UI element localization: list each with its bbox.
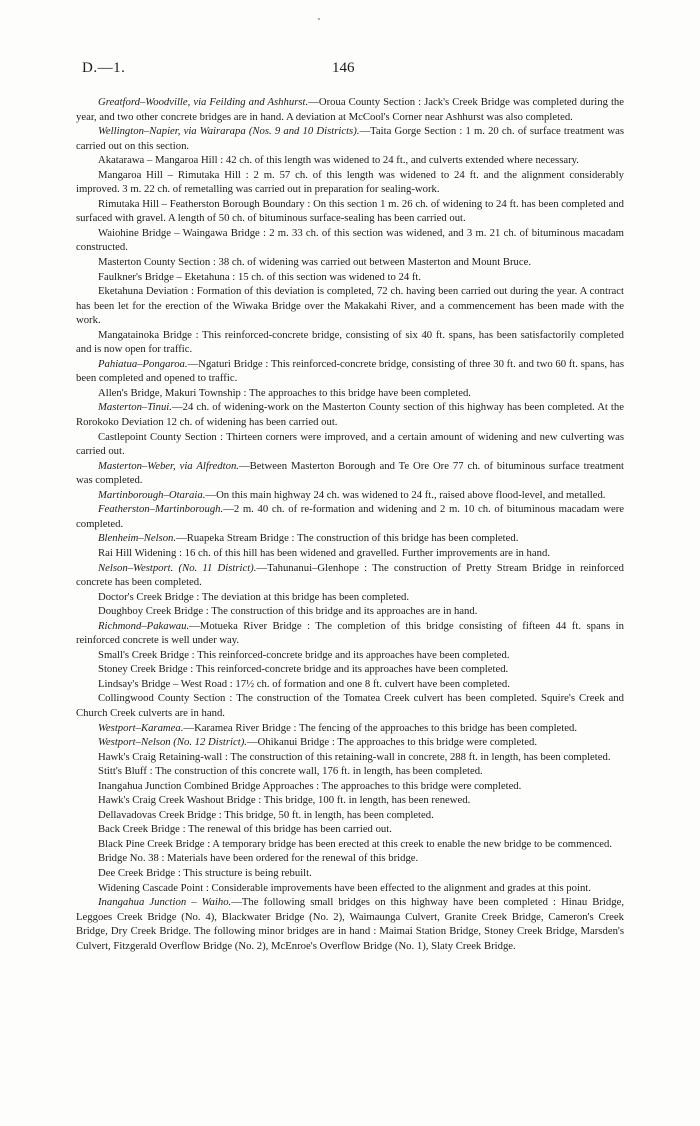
paragraph (76, 866, 624, 881)
paragraph (76, 168, 624, 197)
paragraph-text: —Taita Gorge Section : 1 m. 20 ch. of surface treatment was carried out on this section. (76, 125, 625, 152)
paragraph-text: Stitt's Bluff : The construction of this concrete wall, 176 ft. in length, has been completed. (98, 765, 483, 778)
paragraph (76, 531, 624, 546)
paragraph (76, 662, 624, 677)
paragraph (76, 546, 624, 561)
paragraph (76, 735, 624, 750)
paragraph-text: —Ohikanui Bridge : The approaches to this bridge were completed. (246, 736, 538, 749)
paragraph (76, 255, 624, 270)
paragraph (76, 750, 624, 765)
paragraph-text: —Motueka River Bridge : The completion of this bridge consisting of fifteen 44 ft. spans in reinforced concrete is well under way. (76, 619, 624, 647)
paragraph-text: Eketahuna Deviation : Formation of this deviation is completed, 72 ch. having been carried out during the year. A contract has been let for the erection of the Wiwaka Bridge over the Makakahi River, and a commencement has been made with the work. (76, 285, 624, 327)
paragraph (76, 95, 624, 124)
paragraph-heading: Westport–Karamea. (98, 721, 184, 734)
document-body (76, 95, 624, 953)
paragraph-text: Doctor's Creek Bridge : The deviation at this bridge has been completed. (98, 590, 409, 603)
paragraph-text: Black Pine Creek Bridge : A temporary bridge has been erected at this creek to enable the new bridge to be commenced. (98, 837, 613, 850)
paragraph (76, 561, 624, 590)
paragraph-heading: Nelson–Westport. (No. 11 District). (98, 561, 257, 574)
paragraph (76, 648, 624, 663)
paragraph-text: Faulkner's Bridge – Eketahuna : 15 ch. of this section was widened to 24 ft. (98, 270, 422, 283)
page-header (82, 60, 622, 80)
paragraph-text: —Karamea River Bridge : The fencing of the approaches to this bridge has been completed. (183, 721, 578, 734)
paragraph-text: —Ruapeka Stream Bridge : The construction of this bridge has been completed. (176, 532, 519, 545)
paragraph-text: —On this main highway 24 ch. was widened to 24 ft., raised above flood-level, and metalled. (205, 488, 606, 501)
paragraph-text: Mangatainoka Bridge : This reinforced-concrete bridge, consisting of six 40 ft. spans, has been satisfactorily completed and is now open for traffic. (76, 328, 624, 356)
paragraph-text: Rimutaka Hill – Featherston Borough Boundary : On this section 1 m. 26 ch. of widening to 24 ft. has been completed and surfaced with gravel. A length of 50 ch. of bituminous surface-sealing has been carried out. (76, 197, 624, 225)
paragraph (76, 430, 624, 459)
paragraph-text: Lindsay's Bridge – West Road : 17½ ch. of formation and one 8 ft. culvert have been completed. (98, 677, 510, 690)
paragraph-heading: Featherston–Martinborough. (98, 503, 224, 516)
paragraph-text: Allen's Bridge, Makuri Township : The approaches to this bridge have been completed. (98, 386, 471, 399)
paragraph (76, 197, 624, 226)
paragraph (76, 604, 624, 619)
paragraph-text: Stoney Creek Bridge : This reinforced-concrete bridge and its approaches have been completed. (98, 663, 509, 676)
paragraph-text: —Between Masterton Borough and Te Ore Ore 77 ch. of bituminous surface treatment was completed. (76, 459, 625, 487)
paragraph-heading: Masterton–Tinui. (98, 401, 172, 414)
paragraph (76, 153, 624, 168)
paragraph (76, 386, 624, 401)
paragraph-heading: Martinborough–Otaraia. (98, 488, 206, 501)
paragraph-text: Doughboy Creek Bridge : The construction of this bridge and its approaches are in hand. (98, 605, 478, 618)
paragraph (76, 124, 624, 153)
paragraph-text: Rai Hill Widening : 16 ch. of this hill has been widened and gravelled. Further improvements are in hand. (98, 546, 551, 559)
paragraph-text: Bridge No. 38 : Materials have been ordered for the renewal of this bridge. (98, 852, 419, 865)
paragraph (76, 226, 624, 255)
paragraph (76, 764, 624, 779)
paragraph-text: —Tahunanui–Glenhope : The construction of Pretty Stream Bridge in reinforced concrete has been completed. (76, 561, 624, 589)
paragraph-heading: Richmond–Pakawau. (98, 619, 190, 632)
paragraph-text: —Oroua County Section : Jack's Creek Bridge was completed during the year, and two other concrete bridges are in hand. A deviation at McCool's Corner near Ashhurst was also completed. (76, 96, 624, 123)
paragraph-text: Mangaroa Hill – Rimutaka Hill : 2 m. 57 ch. of this length was widened to 24 ft. and the alignment considerably improved. 3 m. 22 ch. of remetalling was carried out in preparation for sealing-work. (76, 168, 624, 196)
paragraph (76, 488, 624, 503)
paragraph (76, 270, 624, 285)
paragraph (76, 837, 624, 852)
paragraph (76, 328, 624, 357)
paragraph (76, 590, 624, 605)
page-number: 146 (332, 60, 355, 76)
paragraph-text: —24 ch. of widening-work on the Masterton County section of this highway has been completed. At the Rorokoko Deviation 12 ch. of widening has been carried out. (76, 401, 624, 429)
paragraph (76, 400, 624, 429)
paragraph-text: Masterton County Section : 38 ch. of widening was carried out between Masterton and Mount Bruce. (98, 256, 532, 269)
paper-speck (318, 18, 320, 20)
paragraph (76, 357, 624, 386)
paragraph (76, 779, 624, 794)
paragraph-heading: Blenheim–Nelson. (98, 532, 177, 545)
paragraph (76, 793, 624, 808)
paragraph-heading: Pahiatua–Pongaroa. (98, 357, 188, 370)
paragraph (76, 691, 624, 720)
paragraph-text: Small's Creek Bridge : This reinforced-concrete bridge and its approaches have been completed. (98, 648, 510, 661)
paragraph-text: Castlepoint County Section : Thirteen corners were improved, and a certain amount of widening and new culverting was carried out. (76, 430, 624, 458)
paragraph-heading: Masterton–Weber, via Alfredton. (98, 459, 239, 472)
paragraph-text: Akatarawa – Mangaroa Hill : 42 ch. of this length was widened to 24 ft., and culverts extended where necessary. (98, 154, 579, 167)
paragraph-heading: Inangahua Junction – Waiho. (98, 896, 232, 909)
paragraph (76, 619, 624, 648)
paragraph (76, 459, 624, 488)
paragraph (76, 822, 624, 837)
paragraph-heading: Wellington–Napier, via Wairarapa (Nos. 9 and 10 Districts). (98, 125, 360, 138)
paragraph-text: Hawk's Craig Retaining-wall : The construction of this retaining-wall in concrete, 288 ft. in length, has been completed. (98, 750, 611, 763)
paragraph-heading: Greatford–Woodville, via Feilding and Ashhurst. (98, 96, 309, 108)
paragraph-heading: Westport–Nelson (No. 12 District). (98, 736, 247, 749)
paragraph (76, 502, 624, 531)
paragraph (76, 881, 624, 896)
paragraph-text: Back Creek Bridge : The renewal of this bridge has been carried out. (98, 823, 392, 836)
paragraph-text: Inangahua Junction Combined Bridge Approaches : The approaches to this bridge were completed. (98, 779, 522, 792)
paragraph-text: Hawk's Craig Creek Washout Bridge : This bridge, 100 ft. in length, has been renewed. (98, 794, 471, 807)
paragraph-text: —2 m. 40 ch. of re-formation and widening and 2 m. 10 ch. of bituminous macadam were completed. (76, 503, 624, 530)
paragraph-text: Dellavadovas Creek Bridge : This bridge, 50 ft. in length, has been completed. (98, 808, 434, 821)
paragraph-text: Waiohine Bridge – Waingawa Bridge : 2 m. 33 ch. of this section was widened, and 3 m. 21 ch. of bituminous macadam constructed. (76, 226, 624, 254)
paragraph (76, 721, 624, 736)
paragraph-text: Collingwood County Section : The construction of the Tomatea Creek culvert has been completed. Squire's Creek and Church Creek culverts are in hand. (76, 692, 624, 719)
document-reference: D.—1. (82, 60, 126, 76)
paragraph-text: —The following small bridges on this highway have been completed : Hinau Bridge, Leggoes Creek Bridge (No. 4), Blackwater Bridge (No. 2), Waimaunga Culvert, Granite Creek Bridge, Cameron's Creek Bridge, Dry Creek Bridge. The following minor bridges are in hand : Maimai Station Bridge, Stoney Creek Bridge, Marsden's Culvert, Fitzgerald Overflow Bridge (No. 2), McEnroe's Overflow Bridge (No. 1), Slaty Creek Bridge. (76, 896, 624, 952)
paragraph-text: —Ngaturi Bridge : This reinforced-concrete bridge, consisting of three 30 ft. and two 60 ft. spans, has been completed and opened to traffic. (76, 357, 624, 385)
paragraph (76, 808, 624, 823)
paragraph (76, 895, 624, 953)
paragraph-text: Widening Cascade Point : Considerable improvements have been effected to the alignment and grades at this point. (98, 881, 591, 894)
paragraph (76, 284, 624, 328)
paragraph (76, 851, 624, 866)
paragraph-text: Dee Creek Bridge : This structure is being rebuilt. (98, 866, 312, 879)
paragraph (76, 677, 624, 692)
